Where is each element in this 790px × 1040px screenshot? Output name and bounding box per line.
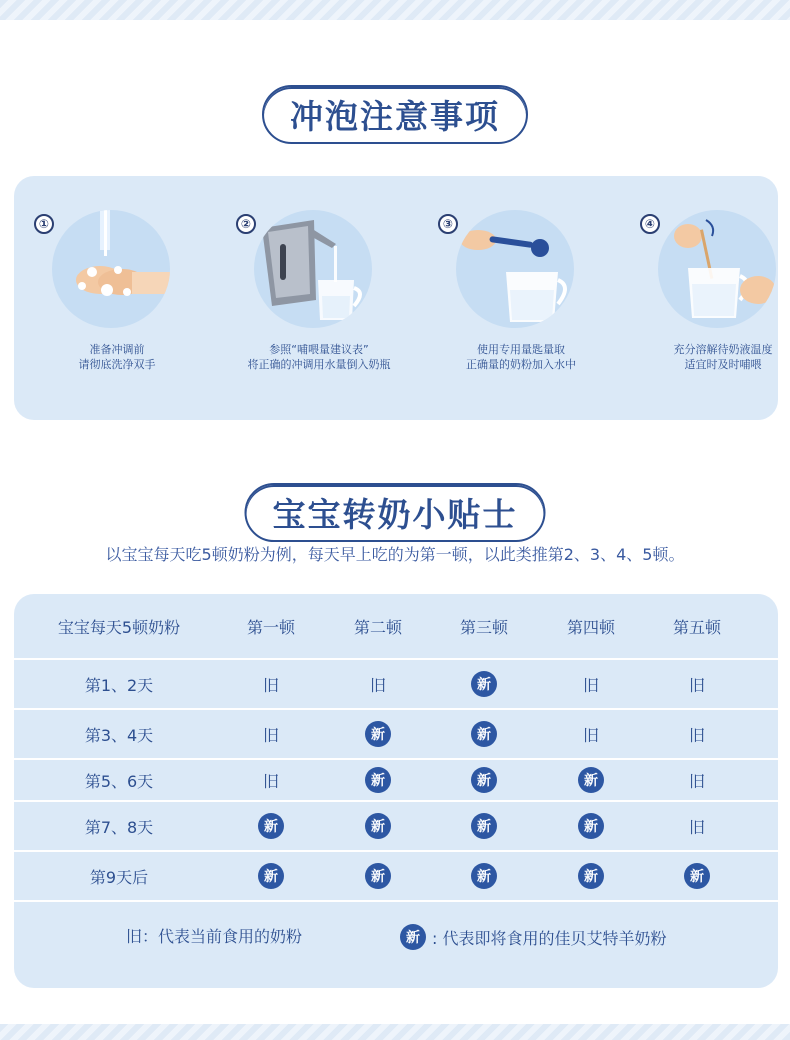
table-cell: [221, 594, 321, 658]
table-cell-text: 旧: [688, 771, 705, 791]
column-header: 第一顿: [246, 617, 295, 637]
step-number: ①: [34, 214, 54, 234]
table-cell: [541, 802, 641, 850]
table-cell: [647, 852, 747, 900]
section-subtitle: 以宝宝每天吃5顿奶粉为例，每天早上吃的为第一顿，以此类推第2、3、4、5顿。: [105, 545, 685, 564]
legend-new: [400, 924, 666, 950]
table-cell: [434, 710, 534, 758]
table-row: [14, 660, 778, 710]
row-label-cell: [24, 594, 214, 658]
stirring-cup-icon: [658, 210, 776, 328]
new-badge-icon: 新: [365, 721, 391, 747]
new-badge-icon: 新: [471, 767, 497, 793]
table-cell: [434, 802, 534, 850]
step-number: ③: [438, 214, 458, 234]
table-cell: [434, 760, 534, 800]
legend-old: [126, 924, 302, 947]
hands-washing-icon: [52, 210, 170, 328]
bottom-decorative-band: [0, 1024, 790, 1040]
table-cell: [328, 760, 428, 800]
table-cell: [434, 660, 534, 708]
table-cell: [221, 760, 321, 800]
scoop-powder-icon: [456, 210, 574, 328]
table-cell: [541, 660, 641, 708]
legend-new-text: : 代表即将食用的佳贝艾特羊奶粉: [432, 928, 667, 948]
step-text-line1: 准备冲调前: [89, 343, 145, 356]
new-badge-icon: 新: [578, 767, 604, 793]
row-label-cell: [24, 760, 214, 800]
section-title-brewing: 冲泡注意事项: [262, 85, 528, 144]
table-cell: [434, 852, 534, 900]
table-cell: [647, 760, 747, 800]
table-cell: [221, 802, 321, 850]
step-number: ②: [236, 214, 256, 234]
row-label-cell: [24, 852, 214, 900]
new-badge-icon: 新: [471, 863, 497, 889]
section-title-switching: 宝宝转奶小贴士: [245, 483, 546, 542]
table-row: [14, 802, 778, 852]
table-cell-text: 旧: [688, 817, 705, 837]
table-cell: [328, 710, 428, 758]
kettle-pouring-icon: [254, 210, 372, 328]
column-header: 第五顿: [672, 617, 721, 637]
column-header: 第三顿: [459, 617, 508, 637]
new-badge-icon: 新: [578, 863, 604, 889]
step-text-line2: 正确量的奶粉加入水中: [466, 358, 576, 371]
new-badge-icon: 新: [365, 863, 391, 889]
table-cell: [221, 852, 321, 900]
row-label-cell: [24, 802, 214, 850]
table-cell-text: 旧: [582, 725, 599, 745]
new-badge-icon: 新: [578, 813, 604, 839]
table-cell: [328, 594, 428, 658]
row-label: 第1、2天: [84, 675, 154, 695]
table-cell: [647, 802, 747, 850]
table-cell: [434, 594, 534, 658]
table-cell-text: 旧: [369, 675, 386, 695]
new-badge-icon: 新: [471, 721, 497, 747]
table-header-row: [14, 594, 778, 660]
table-cell: [647, 660, 747, 708]
column-header: 第四顿: [566, 617, 615, 637]
new-badge-icon: 新: [400, 924, 426, 950]
table-cell: [541, 852, 641, 900]
switching-table-card: [14, 594, 778, 988]
table-cell-text: 旧: [688, 675, 705, 695]
new-badge-icon: 新: [258, 863, 284, 889]
column-header: 第二顿: [353, 617, 402, 637]
step-text-line1: 参照“哺喂量建议表”: [269, 343, 369, 356]
row-label: 第9天后: [89, 867, 149, 887]
top-decorative-band: [0, 0, 790, 20]
table-row: [14, 710, 778, 760]
step-2: [224, 176, 414, 420]
table-cell: [541, 710, 641, 758]
table-cell: [221, 710, 321, 758]
step-text-line2: 将正确的冲调用水量倒入奶瓶: [247, 358, 391, 371]
new-badge-icon: 新: [365, 767, 391, 793]
step-1: [22, 176, 212, 420]
step-text-line2: 适宜时及时哺喂: [684, 358, 762, 371]
table-row: [14, 760, 778, 802]
step-text-line1: 充分溶解待奶液温度: [673, 343, 773, 356]
row-label-cell: [24, 710, 214, 758]
new-badge-icon: 新: [365, 813, 391, 839]
table-cell-text: 旧: [262, 771, 279, 791]
new-badge-icon: 新: [684, 863, 710, 889]
table-cell: [647, 710, 747, 758]
table-row: [14, 852, 778, 902]
table-cell-text: 旧: [262, 725, 279, 745]
table-cell: [328, 660, 428, 708]
row-label: 第3、4天: [84, 725, 154, 745]
table-cell-text: 旧: [262, 675, 279, 695]
row-label: 第7、8天: [84, 817, 154, 837]
table-cell: [541, 594, 641, 658]
column-header: 宝宝每天5顿奶粉: [57, 617, 181, 637]
table-cell-text: 旧: [582, 675, 599, 695]
table-cell-text: 旧: [688, 725, 705, 745]
step-text-line2: 请彻底洗净双手: [78, 358, 156, 371]
new-badge-icon: 新: [471, 813, 497, 839]
step-3: [426, 176, 616, 420]
step-text-line1: 使用专用量匙量取: [477, 343, 565, 356]
step-number: ④: [640, 214, 660, 234]
table-cell: [328, 802, 428, 850]
table-cell: [221, 660, 321, 708]
new-badge-icon: 新: [471, 671, 497, 697]
row-label-cell: [24, 660, 214, 708]
step-4: [628, 176, 790, 420]
table-cell: [647, 594, 747, 658]
legend-old-text: 旧：代表当前食用的奶粉: [126, 927, 303, 946]
brewing-steps-card: [14, 176, 778, 420]
table-cell: [541, 760, 641, 800]
table-cell: [328, 852, 428, 900]
new-badge-icon: 新: [258, 813, 284, 839]
row-label: 第5、6天: [84, 771, 154, 791]
